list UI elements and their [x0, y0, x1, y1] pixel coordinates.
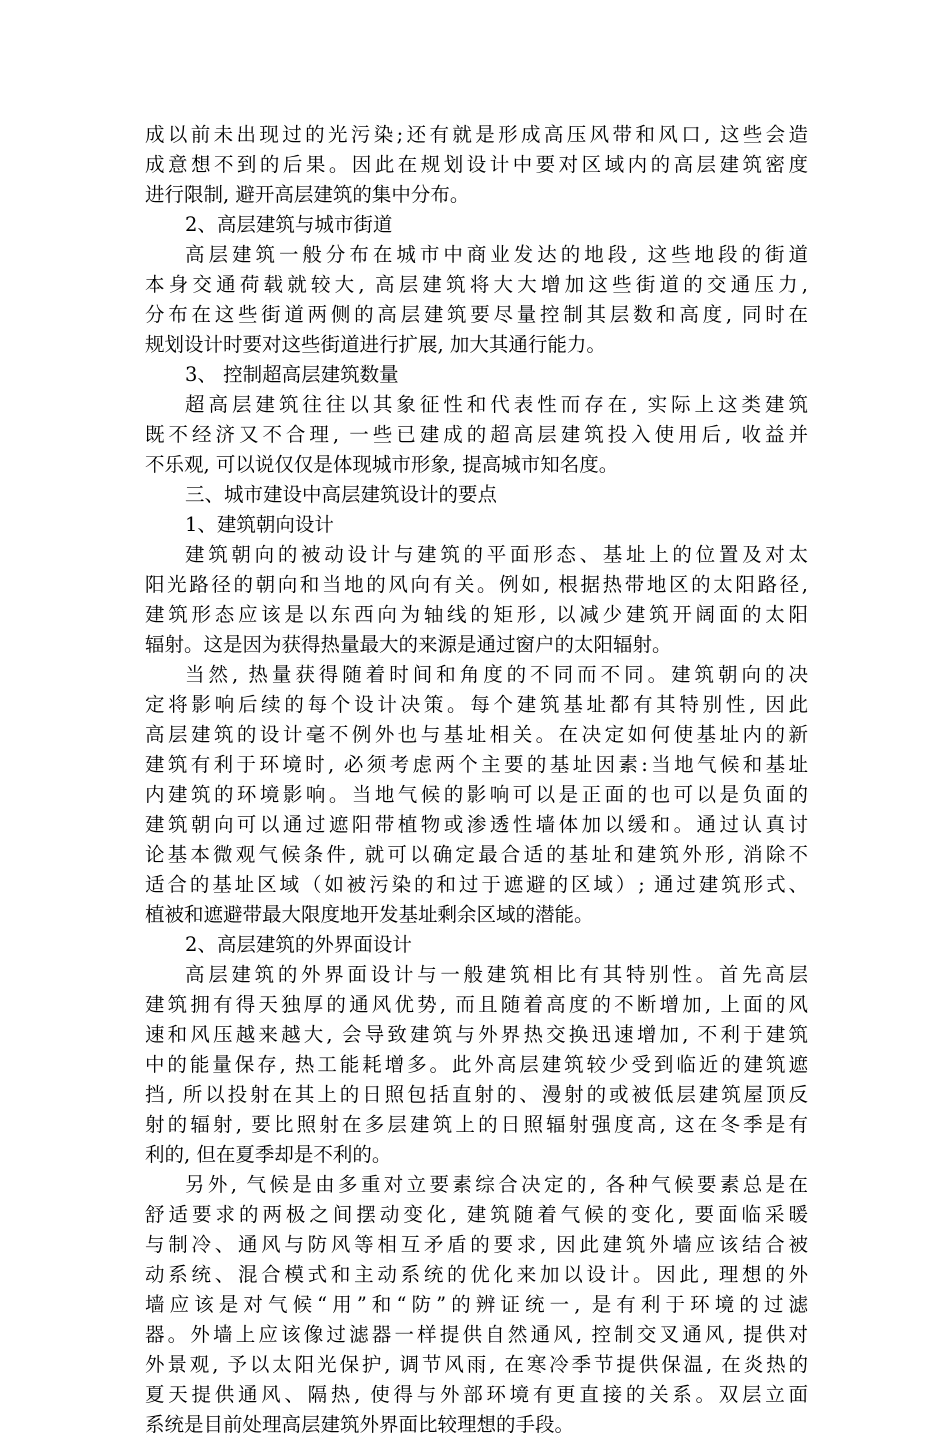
- text-line: 建筑形态应该是以东西向为轴线的矩形, 以减少建筑开阔面的太阳: [145, 603, 808, 626]
- text-line: 当然, 热量获得随着时间和角度的不同而不同。建筑朝向的决: [185, 663, 808, 686]
- text-line: 建筑有利于环境时, 必须考虑两个主要的基址因素:当地气候和基址: [145, 753, 808, 776]
- paragraph: [145, 390, 808, 480]
- text-line: 射的辐射, 要比照射在多层建筑上的日照辐射强度高, 这在冬季是有: [145, 1113, 808, 1136]
- text-line: 夏天提供通风、隔热, 使得与外部环境有更直接的关系。双层立面: [145, 1383, 808, 1406]
- text-line: 适合的基址区域（如被污染的和过于遮避的区域）; 通过建筑形式、: [145, 873, 808, 896]
- paragraph: [145, 240, 808, 360]
- text-line: 建筑朝向的被动设计与建筑的平面形态、基址上的位置及对太: [185, 543, 808, 566]
- heading-text: 2、高层建筑的外界面设计: [185, 933, 412, 956]
- text-line: 另外, 气候是由多重对立要素综合决定的, 各种气候要素总是在: [185, 1173, 808, 1196]
- text-line: 既不经济又不合理, 一些已建成的超高层建筑投入使用后, 收益并: [145, 423, 808, 446]
- section-heading: [145, 930, 808, 960]
- text-line: 超高层建筑往往以其象征性和代表性而存在, 实际上这类建筑: [185, 393, 808, 416]
- text-line: 成以前未出现过的光污染;还有就是形成高压风带和风口, 这些会造: [145, 123, 808, 146]
- text-line: 不乐观, 可以说仅仅是体现城市形象, 提高城市知名度。: [145, 453, 619, 476]
- heading-text: 3、 控制超高层建筑数量: [185, 363, 399, 386]
- text-line: 建筑朝向可以通过遮阳带植物或渗透性墙体加以缓和。通过认真讨: [145, 813, 808, 836]
- heading-text: 2、高层建筑与城市街道: [185, 213, 393, 236]
- text-line: 高层建筑的设计毫不例外也与基址相关。在决定如何使基址内的新: [145, 723, 808, 746]
- text-line: 论基本微观气候条件, 就可以确定最合适的基址和建筑外形, 消除不: [145, 843, 808, 866]
- text-line: 高层建筑一般分布在城市中商业发达的地段, 这些地段的街道: [185, 243, 808, 266]
- text-line: 舒适要求的两极之间摆动变化, 建筑随着气候的变化, 要面临采暖: [145, 1203, 808, 1226]
- heading-text: 1、建筑朝向设计: [185, 513, 334, 536]
- section-heading: [145, 210, 808, 240]
- paragraph: [145, 1170, 808, 1440]
- text-line: 规划设计时要对这些街道进行扩展, 加大其通行能力。: [145, 333, 606, 356]
- paragraph: [145, 540, 808, 660]
- text-line: 器。外墙上应该像过滤器一样提供自然通风, 控制交叉通风, 提供对: [145, 1323, 808, 1346]
- text-line: 分布在这些街道两侧的高层建筑要尽量控制其层数和高度, 同时在: [145, 303, 808, 326]
- document-page: [145, 120, 808, 1440]
- text-line: 辐射。这是因为获得热量最大的来源是通过窗户的太阳辐射。: [145, 633, 672, 656]
- text-line: 本身交通荷载就较大, 高层建筑将大大增加这些街道的交通压力,: [145, 273, 808, 296]
- text-line: 墙应该是对气候“用”和“防”的辨证统一, 是有利于环境的过滤: [145, 1293, 808, 1316]
- text-line: 系统是目前处理高层建筑外界面比较理想的手段。: [145, 1413, 575, 1436]
- heading-text: 三、城市建设中高层建筑设计的要点: [185, 483, 498, 506]
- text-line: 高层建筑的外界面设计与一般建筑相比有其特别性。首先高层: [185, 963, 808, 986]
- text-line: 中的能量保存, 热工能耗增多。此外高层建筑较少受到临近的建筑遮: [145, 1053, 808, 1076]
- text-line: 进行限制, 避开高层建筑的集中分布。: [145, 183, 470, 206]
- section-heading: [145, 480, 808, 510]
- text-line: 利的, 但在夏季却是不利的。: [145, 1143, 392, 1166]
- text-line: 挡, 所以投射在其上的日照包括直射的、漫射的或被低层建筑屋顶反: [145, 1083, 808, 1106]
- text-line: 外景观, 予以太阳光保护, 调节风雨, 在寒冷季节提供保温, 在炎热的: [145, 1353, 808, 1376]
- text-line: 定将影响后续的每个设计决策。每个建筑基址都有其特别性, 因此: [145, 693, 808, 716]
- text-line: 动系统、混合模式和主动系统的优化来加以设计。因此, 理想的外: [145, 1263, 808, 1286]
- text-line: 速和风压越来越大, 会导致建筑与外界热交换迅速增加, 不利于建筑: [145, 1023, 808, 1046]
- section-heading: [145, 360, 808, 390]
- text-line: 植被和遮避带最大限度地开发基址剩余区域的潜能。: [145, 903, 594, 926]
- text-line: 阳光路径的朝向和当地的风向有关。例如, 根据热带地区的太阳路径,: [145, 573, 808, 596]
- text-line: 建筑拥有得天独厚的通风优势, 而且随着高度的不断增加, 上面的风: [145, 993, 808, 1016]
- text-line: 内建筑的环境影响。当地气候的影响可以是正面的也可以是负面的: [145, 783, 808, 806]
- text-line: 成意想不到的后果。因此在规划设计中要对区域内的高层建筑密度: [145, 153, 808, 176]
- paragraph: [145, 660, 808, 930]
- paragraph: [145, 960, 808, 1170]
- section-heading: [145, 510, 808, 540]
- paragraph: [145, 120, 808, 210]
- text-line: 与制冷、通风与防风等相互矛盾的要求, 因此建筑外墙应该结合被: [145, 1233, 808, 1256]
